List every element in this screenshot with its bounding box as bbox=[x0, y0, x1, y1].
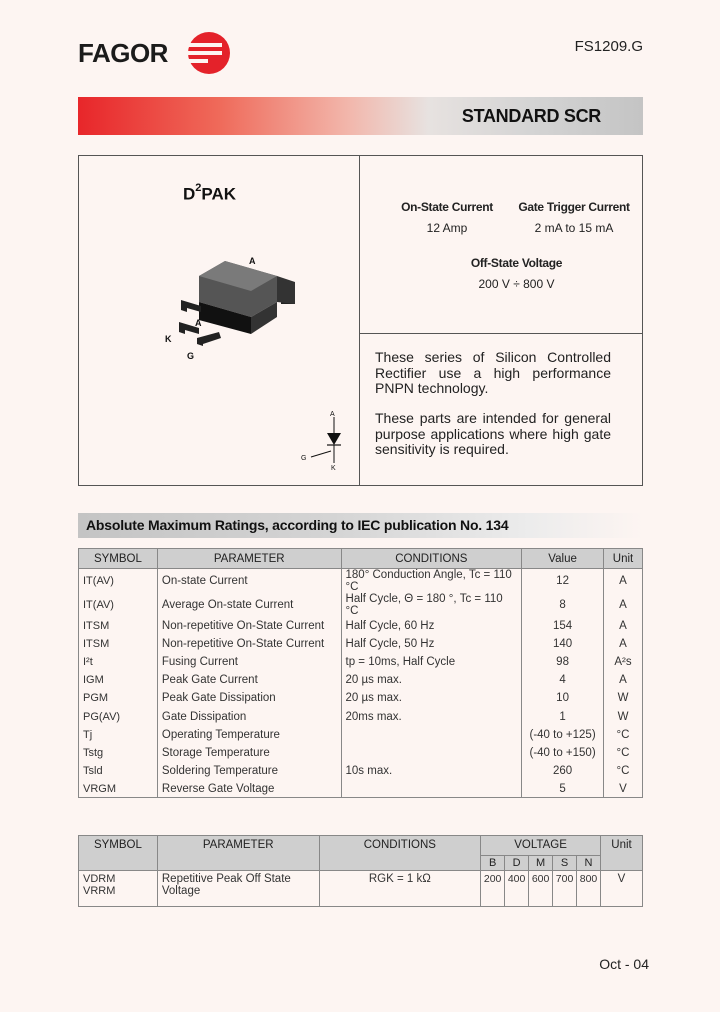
voltage-header-conditions: CONDITIONS bbox=[319, 836, 481, 871]
table-cell: Repetitive Peak Off State Voltage bbox=[157, 871, 319, 907]
package-title: $D^2PAK$ bbox=[183, 182, 237, 204]
table-cell: 10s max. bbox=[341, 762, 522, 780]
table-cell: Reverse Gate Voltage bbox=[157, 780, 341, 798]
table-cell: (-40 to +150) bbox=[522, 744, 604, 762]
table-cell: Soldering Temperature bbox=[157, 762, 341, 780]
table-row bbox=[79, 569, 643, 594]
symbol-pin-a: A bbox=[330, 411, 335, 418]
table-cell: Fusing Current bbox=[157, 653, 341, 671]
description-paragraph-1: These series of Silicon Controlled Rectifier use a high performance PNPN technology. bbox=[375, 349, 611, 396]
table-cell: 8 bbox=[522, 593, 604, 617]
table-cell: 400 bbox=[505, 871, 529, 907]
table-row bbox=[79, 707, 643, 725]
table-row bbox=[79, 762, 643, 780]
ratings-table bbox=[78, 548, 643, 798]
grade-m: M bbox=[529, 856, 553, 871]
title-banner bbox=[78, 97, 643, 135]
symbol-pin-g: G bbox=[301, 455, 307, 462]
vertical-divider bbox=[359, 156, 360, 485]
table-cell: A²s bbox=[604, 653, 643, 671]
table-row bbox=[79, 593, 643, 617]
grade-d: D bbox=[505, 856, 529, 871]
table-cell: ITSM bbox=[79, 617, 158, 635]
table-cell: Peak Gate Dissipation bbox=[157, 689, 341, 707]
table-cell: VRGM bbox=[79, 780, 158, 798]
table-cell: V bbox=[601, 871, 643, 907]
table-cell: IGM bbox=[79, 671, 158, 689]
table-cell: V bbox=[604, 780, 643, 798]
table-cell: 600 bbox=[529, 871, 553, 907]
symbol-pin-k: K bbox=[331, 465, 336, 472]
table-cell: A bbox=[604, 671, 643, 689]
table-cell: PG(AV) bbox=[79, 707, 158, 725]
table-cell: Tsld bbox=[79, 762, 158, 780]
table-cell: VDRM VRRM bbox=[79, 871, 158, 907]
table-cell bbox=[341, 744, 522, 762]
table-cell: 20 µs max. bbox=[341, 671, 522, 689]
table-row bbox=[79, 871, 643, 907]
table-row bbox=[79, 671, 643, 689]
brand-mark-icon bbox=[172, 30, 234, 76]
table-cell: 180° Conduction Angle, Tc = 110 °C bbox=[341, 569, 522, 594]
ratings-section-title: Absolute Maximum Ratings, according to IEC publication No. 134 bbox=[86, 517, 509, 533]
table-cell: 98 bbox=[522, 653, 604, 671]
table-cell: °C bbox=[604, 726, 643, 744]
table-cell: 5 bbox=[522, 780, 604, 798]
table-cell: On-state Current bbox=[157, 569, 341, 594]
voltage-table bbox=[78, 835, 643, 907]
table-row bbox=[79, 689, 643, 707]
table-row bbox=[79, 617, 643, 635]
table-cell: 20 µs max. bbox=[341, 689, 522, 707]
table-cell: A bbox=[604, 617, 643, 635]
table-row bbox=[79, 653, 643, 671]
table-cell: I²t bbox=[79, 653, 158, 671]
grade-b: B bbox=[481, 856, 505, 871]
table-cell: RGK = 1 kΩ bbox=[319, 871, 481, 907]
header-symbol: SYMBOL bbox=[79, 549, 158, 569]
pin-label-a-top: A bbox=[249, 256, 256, 266]
voltage-header-row bbox=[79, 836, 643, 856]
ratings-section-bar bbox=[78, 513, 643, 538]
scr-symbol-icon bbox=[299, 409, 349, 471]
pin-label-g: G bbox=[187, 351, 195, 361]
table-row bbox=[79, 726, 643, 744]
table-cell: 260 bbox=[522, 762, 604, 780]
table-cell bbox=[341, 780, 522, 798]
table-row bbox=[79, 635, 643, 653]
table-cell: A bbox=[604, 569, 643, 594]
table-cell: 20ms max. bbox=[341, 707, 522, 725]
table-cell bbox=[341, 726, 522, 744]
header-unit: Unit bbox=[604, 549, 643, 569]
table-cell: A bbox=[604, 635, 643, 653]
table-cell: 140 bbox=[522, 635, 604, 653]
table-cell: 154 bbox=[522, 617, 604, 635]
overview-box bbox=[78, 155, 643, 486]
table-cell: Half Cycle, 60 Hz bbox=[341, 617, 522, 635]
package-drawing bbox=[159, 254, 309, 361]
table-cell: 12 bbox=[522, 569, 604, 594]
header-parameter: PARAMETER bbox=[157, 549, 341, 569]
horizontal-divider bbox=[359, 333, 643, 334]
voltage-header-parameter: PARAMETER bbox=[157, 836, 319, 871]
table-cell: Gate Dissipation bbox=[157, 707, 341, 725]
table-cell: 700 bbox=[553, 871, 577, 907]
grade-s: S bbox=[553, 856, 577, 871]
table-cell: A bbox=[604, 593, 643, 617]
table-cell: Operating Temperature bbox=[157, 726, 341, 744]
table-cell: 200 bbox=[481, 871, 505, 907]
table-cell: tp = 10ms, Half Cycle bbox=[341, 653, 522, 671]
table-cell: Storage Temperature bbox=[157, 744, 341, 762]
table-cell: Non-repetitive On-State Current bbox=[157, 617, 341, 635]
table-cell: Average On-state Current bbox=[157, 593, 341, 617]
brand-name: FAGOR bbox=[78, 37, 168, 68]
brand-logo bbox=[78, 30, 234, 76]
table-cell: IT(AV) bbox=[79, 593, 158, 617]
table-cell: Tj bbox=[79, 726, 158, 744]
table-cell: W bbox=[604, 707, 643, 725]
pin-label-k: K bbox=[165, 334, 172, 344]
header-conditions: CONDITIONS bbox=[341, 549, 522, 569]
table-cell: Half Cycle, Θ = 180 °, Tc = 110 °C bbox=[341, 593, 522, 617]
voltage-header-voltage: VOLTAGE bbox=[481, 836, 601, 856]
banner-title: STANDARD SCR bbox=[461, 106, 601, 126]
header-value: Value bbox=[522, 549, 604, 569]
table-cell: 10 bbox=[522, 689, 604, 707]
footer-date: Oct - 04 bbox=[599, 956, 649, 972]
spec-off-state: Off-State Voltage 200 V ÷ 800 V bbox=[470, 256, 563, 291]
table-cell: °C bbox=[604, 744, 643, 762]
ratings-header-row bbox=[79, 549, 643, 569]
table-cell: °C bbox=[604, 762, 643, 780]
voltage-header-unit: Unit bbox=[601, 836, 643, 871]
table-cell: (-40 to +125) bbox=[522, 726, 604, 744]
spec-on-state: On-State Current 12 Amp bbox=[401, 200, 493, 235]
voltage-header-symbol: SYMBOL bbox=[79, 836, 158, 871]
part-number: FS1209.G bbox=[574, 38, 643, 55]
table-cell: W bbox=[604, 689, 643, 707]
table-cell: IT(AV) bbox=[79, 569, 158, 594]
table-cell: PGM bbox=[79, 689, 158, 707]
table-row bbox=[79, 780, 643, 798]
table-cell: Half Cycle, 50 Hz bbox=[341, 635, 522, 653]
table-row bbox=[79, 744, 643, 762]
grade-n: N bbox=[577, 856, 601, 871]
table-cell: ITSM bbox=[79, 635, 158, 653]
spec-gate-trigger: Gate Trigger Current 2 mA to 15 mA bbox=[518, 200, 630, 235]
table-cell: 800 bbox=[577, 871, 601, 907]
pin-label-a-mid: A bbox=[195, 318, 202, 328]
table-cell: 4 bbox=[522, 671, 604, 689]
table-cell: Peak Gate Current bbox=[157, 671, 341, 689]
description-paragraph-2: These parts are intended for general purpose applications where high gate sensitivity is required. bbox=[375, 410, 611, 457]
table-cell: Tstg bbox=[79, 744, 158, 762]
table-cell: Non-repetitive On-State Current bbox=[157, 635, 341, 653]
table-cell: 1 bbox=[522, 707, 604, 725]
